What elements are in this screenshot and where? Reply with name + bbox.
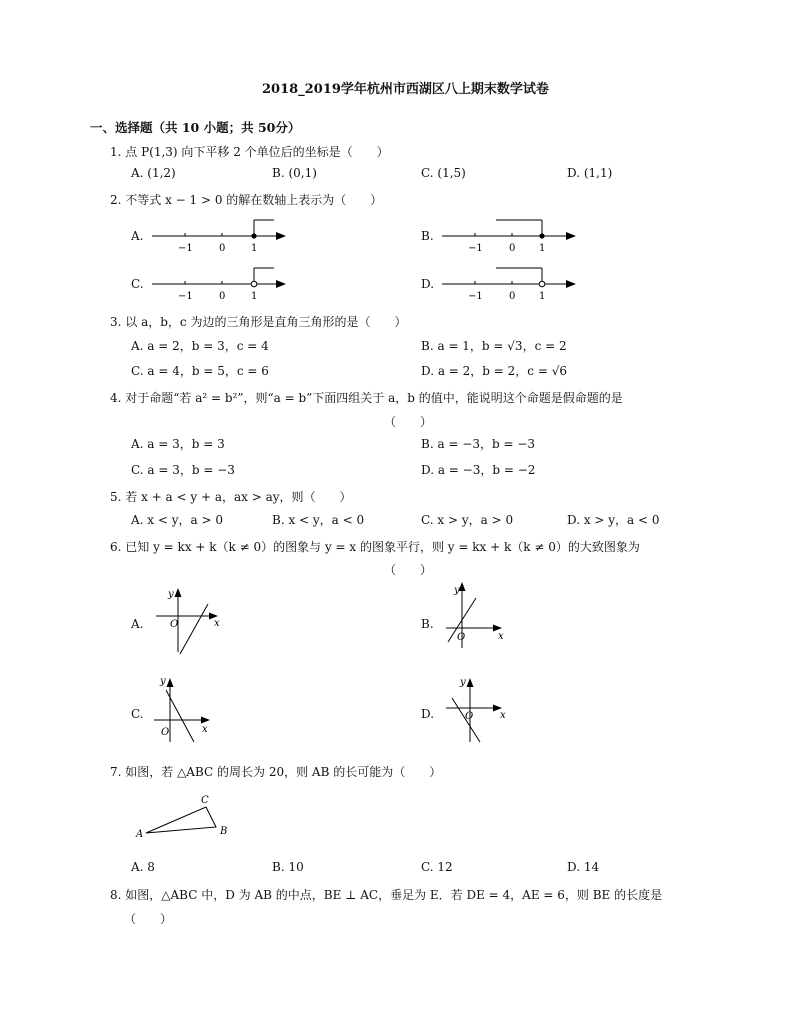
origin-label: O <box>457 632 466 643</box>
tick-label: 1 <box>251 291 258 302</box>
origin-label: O <box>170 619 179 630</box>
q7-option-d[interactable]: D. 14 <box>567 860 600 874</box>
question-2-stem: 2. 不等式 x − 1 > 0 的解在数轴上表示为（ ） <box>110 193 383 207</box>
question-5-stem: 5. 若 x + a < y + a，ax > ay，则（ ） <box>110 490 352 504</box>
y-axis-label: y <box>168 589 174 600</box>
q4-option-c[interactable]: C. a = 3，b = −3 <box>131 463 235 477</box>
tick-label: 1 <box>539 243 546 254</box>
q3-option-b[interactable]: B. a = 1，b = √3，c = 2 <box>421 339 567 353</box>
q7-option-c[interactable]: C. 12 <box>421 860 453 874</box>
q1-option-b[interactable]: B. (0,1) <box>272 166 317 180</box>
origin-label: O <box>465 711 474 722</box>
question-6-paren: （ ） <box>384 563 433 577</box>
tick-label: 1 <box>539 291 546 302</box>
tick-label: −1 <box>178 243 193 254</box>
x-axis-label: x <box>500 710 506 721</box>
q7-option-b[interactable]: B. 10 <box>272 860 304 874</box>
q3-option-d[interactable]: D. a = 2，b = 2，c = √6 <box>421 364 567 378</box>
section-header: 一、选择题（共 10 小题；共 50分） <box>90 120 301 135</box>
q2-label-c[interactable]: C. <box>131 277 144 291</box>
q1-option-a[interactable]: A. (1,2) <box>131 166 176 180</box>
q6-graph-d[interactable] <box>442 672 522 744</box>
x-axis-label: x <box>202 724 208 735</box>
tick-label: 1 <box>251 243 258 254</box>
q6-label-c[interactable]: C. <box>131 707 144 721</box>
q4-option-b[interactable]: B. a = −3，b = −3 <box>421 437 536 451</box>
question-6-stem: 6. 已知 y = kx + k（k ≠ 0）的图象与 y = x 的图象平行，则 y = kx + k（k ≠ 0）的大致图象为 <box>110 540 640 554</box>
question-7-stem: 7. 如图，若 △ABC 的周长为 20，则 AB 的长可能为（ ） <box>110 765 442 779</box>
q2-numberline-b[interactable] <box>442 212 582 256</box>
q2-label-a[interactable]: A. <box>131 229 144 243</box>
tick-label: −1 <box>178 291 193 302</box>
q5-option-c[interactable]: C. x > y，a > 0 <box>421 513 514 527</box>
q2-numberline-d[interactable] <box>442 260 582 304</box>
question-3-stem: 3. 以 a，b，c 为边的三角形是直角三角形的是（ ） <box>110 315 407 329</box>
y-axis-label: y <box>454 585 460 596</box>
q1-option-c[interactable]: C. (1,5) <box>421 166 466 180</box>
tick-label: 0 <box>219 291 226 302</box>
x-axis-label: x <box>214 618 220 629</box>
q6-label-b[interactable]: B. <box>421 617 434 631</box>
question-4-paren: （ ） <box>384 415 433 429</box>
q6-label-a[interactable]: A. <box>131 617 144 631</box>
vertex-a-label: A <box>136 829 144 840</box>
q6-label-d[interactable]: D. <box>421 707 435 721</box>
q7-triangle-figure <box>134 790 244 846</box>
q5-option-a[interactable]: A. x < y，a > 0 <box>131 513 223 527</box>
q2-numberline-c[interactable] <box>152 260 292 304</box>
tick-label: −1 <box>468 291 483 302</box>
question-8-stem: 8. 如图，△ABC 中，D 为 AB 的中点，BE ⊥ AC，垂足为 E．若 DE = 4，AE = 6，则 BE 的长度是 <box>110 888 663 902</box>
q3-option-c[interactable]: C. a = 4，b = 5，c = 6 <box>131 364 269 378</box>
q2-label-b[interactable]: B. <box>421 229 434 243</box>
tick-label: −1 <box>468 243 483 254</box>
q7-option-a[interactable]: A. 8 <box>131 860 155 874</box>
vertex-b-label: B <box>220 826 228 837</box>
q6-graph-a[interactable] <box>152 586 232 656</box>
vertex-c-label: C <box>201 795 209 806</box>
q2-label-d[interactable]: D. <box>421 277 435 291</box>
q5-option-b[interactable]: B. x < y，a < 0 <box>272 513 365 527</box>
y-axis-label: y <box>160 676 166 687</box>
y-axis-label: y <box>460 677 466 688</box>
q1-option-d[interactable]: D. (1,1) <box>567 166 613 180</box>
origin-label: O <box>161 727 170 738</box>
question-8-paren: （ ） <box>124 912 173 926</box>
question-4-stem: 4. 对于命题“若 a² = b²”，则“a = b”下面四组关于 a，b 的值中，能说明这个命题是假命题的是 <box>110 391 623 405</box>
x-axis-label: x <box>498 631 504 642</box>
page-title: 2018_2019学年杭州市西湖区八上期末数学试卷 <box>262 82 549 97</box>
q4-option-d[interactable]: D. a = −3，b = −2 <box>421 463 536 477</box>
tick-label: 0 <box>509 291 516 302</box>
q3-option-a[interactable]: A. a = 2，b = 3，c = 4 <box>131 339 269 353</box>
q4-option-a[interactable]: A. a = 3，b = 3 <box>131 437 225 451</box>
tick-label: 0 <box>509 243 516 254</box>
q2-numberline-a[interactable] <box>152 212 292 256</box>
question-1-stem: 1. 点 P(1,3) 向下平移 2 个单位后的坐标是（ ） <box>110 145 389 159</box>
q6-graph-c[interactable] <box>152 672 232 744</box>
q6-graph-b[interactable] <box>442 578 522 650</box>
q5-option-d[interactable]: D. x > y，a < 0 <box>567 513 660 527</box>
tick-label: 0 <box>219 243 226 254</box>
